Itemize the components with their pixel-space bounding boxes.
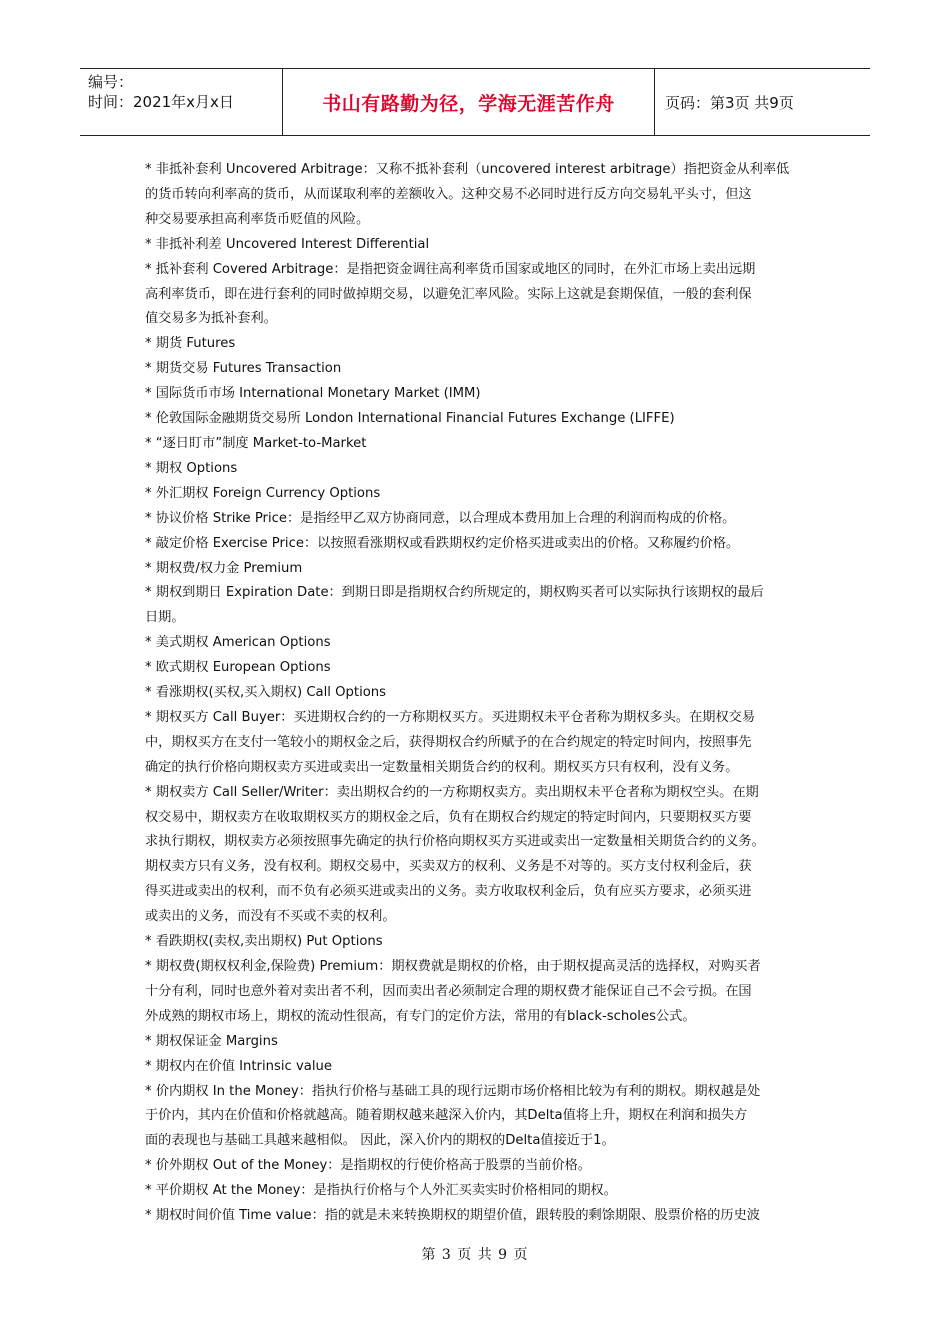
text-line: * 抵补套利 Covered Arbitrage：是指把资金调往高利率货币国家或地区的同时，在外汇市场上卖出远期: [145, 261, 756, 277]
text-line: * 非抵补利差 Uncovered Interest Differential: [145, 236, 430, 252]
header-motto: 书山有路勤为径，学海无涯苦作舟: [283, 69, 655, 135]
text-line: 或卖出的义务，而没有不买或不卖的权利。: [145, 909, 396, 925]
text-line: * 看涨期权(买权,买入期权) Call Options: [145, 685, 387, 701]
text-line: * 美式期权 American Options: [145, 635, 331, 651]
text-line: * 国际货币市场 International Monetary Market (IMM): [145, 386, 481, 402]
text-line: * 期权买方 Call Buyer：买进期权合约的一方称期权买方。买进期权未平仓者称为期权多头。在期权交易: [145, 709, 756, 725]
text-line: 于价内，其内在价值和价格就越高。随着期权越来越深入价内，其Delta值将上升，期权在利润和损失方: [145, 1108, 748, 1124]
text-line: 面的表现也与基础工具越来越相似。 因此，深入价内的期权的Delta值接近于1。: [145, 1133, 615, 1149]
text-line: 种交易要承担高利率货币贬值的风险。: [145, 211, 370, 227]
text-line: 的货币转向利率高的货币，从而谋取利率的差额收入。这种交易不必同时进行反方向交易轧平头寸，但这: [145, 186, 752, 202]
text-line: * 看跌期权(卖权,卖出期权) Put Options: [145, 934, 383, 950]
text-line: 得买进或卖出的权利，而不负有必须买进或卖出的义务。卖方收取权利金后，负有应买方要求，必须买进: [145, 884, 752, 900]
text-line: 权交易中，期权卖方在收取期权买方的期权金之后，负有在期权合约规定的特定时间内，只要期权买方要: [145, 809, 752, 825]
text-line: 十分有利，同时也意外着对卖出者不利，因而卖出者必须制定合理的期权费才能保证自己不会亏损。在国: [145, 983, 752, 999]
text-line: * 期权保证金 Margins: [145, 1033, 278, 1049]
text-line: * 期货 Futures: [145, 336, 236, 352]
text-line: 日期。: [145, 610, 185, 626]
text-line: * 期权时间价值 Time value：指的就是未来转换期权的期望价值，跟转股的剩馀期限、股票价格的历史波: [145, 1208, 760, 1224]
text-line: * 期货交易 Futures Transaction: [145, 361, 342, 377]
text-line: * 期权费(期权权利金,保险费) Premium：期权费就是期权的价格，由于期权提高灵活的选择权，对购买者: [145, 959, 761, 974]
text-line: * 期权卖方 Call Seller/Writer：卖出期权合约的一方称期权卖方。卖出期权未平仓者称为期权空头。在期: [145, 784, 759, 800]
document-number-label: 编号：: [88, 73, 134, 91]
text-line: * 期权到期日 Expiration Date：到期日即是指期权合约所规定的，期权购买者可以实际执行该期权的最后: [145, 585, 764, 601]
text-line: * 敲定价格 Exercise Price：以按照看涨期权或看跌期权约定价格买进或卖出的价格。又称履约价格。: [145, 535, 740, 551]
page-footer: 第 3 页 共 9 页: [421, 1247, 529, 1263]
text-line: * 期权费/权力金 Premium: [145, 560, 303, 576]
text-line: * 期权内在价值 Intrinsic value: [145, 1058, 332, 1074]
text-line: * 价内期权 In the Money：指执行价格与基础工具的现行远期市场价格相比较为有利的期权。期权越是处: [145, 1083, 761, 1099]
text-line: * 外汇期权 Foreign Currency Options: [145, 485, 381, 501]
text-line: * 伦敦国际金融期货交易所 London International Financial Futures Exchange (LIFFE): [145, 411, 675, 427]
document-body: [145, 158, 815, 1229]
text-line: * 期权 Options: [145, 460, 238, 476]
text-line: 中，期权买方在支付一笔较小的期权金之后，获得期权合约所赋予的在合约规定的特定时间内，按照事先: [145, 734, 752, 750]
header-info-cell: [80, 69, 283, 135]
text-line: * 价外期权 Out of the Money：是指期权的行使价格高于股票的当前价格。: [145, 1158, 592, 1174]
text-line: 值交易多为抵补套利。: [145, 311, 277, 327]
text-line: * 非抵补套利 Uncovered Arbitrage：又称不抵补套利（uncovered interest arbitrage）指把资金从利率低: [145, 162, 790, 177]
document-date-label: 时间：2021年x月x日: [88, 93, 234, 111]
text-line: 求执行期权，期权卖方必须按照事先确定的执行价格向期权买方买进或卖出一定数量相关期货合约的义务。: [145, 834, 765, 850]
text-line: 高利率货币，即在进行套利的同时做掉期交易，以避免汇率风险。实际上这就是套期保值，一般的套利保: [145, 286, 752, 302]
text-line: 外成熟的期权市场上，期权的流动性很高，有专门的定价方法，常用的有black-scholes公式。: [145, 1008, 696, 1024]
text-line: * 协议价格 Strike Price：是指经甲乙双方协商同意，以合理成本费用加上合理的利润而构成的价格。: [145, 510, 736, 526]
text-line: * 平价期权 At the Money：是指执行价格与个人外汇买卖实时价格相同的期权。: [145, 1183, 617, 1199]
text-line: 期权卖方只有义务，没有权利。期权交易中，买卖双方的权利、义务是不对等的。买方支付权利金后，获: [145, 859, 752, 875]
text-line: * “逐日盯市”制度 Market-to-Market: [145, 435, 367, 451]
page-header: [80, 68, 870, 136]
text-line: * 欧式期权 European Options: [145, 660, 331, 676]
text-line: 确定的执行价格向期权卖方买进或卖出一定数量相关期货合约的权利。期权买方只有权利，没有义务。: [145, 759, 739, 775]
header-page-indicator: 页码：第3页 共9页: [665, 93, 794, 112]
